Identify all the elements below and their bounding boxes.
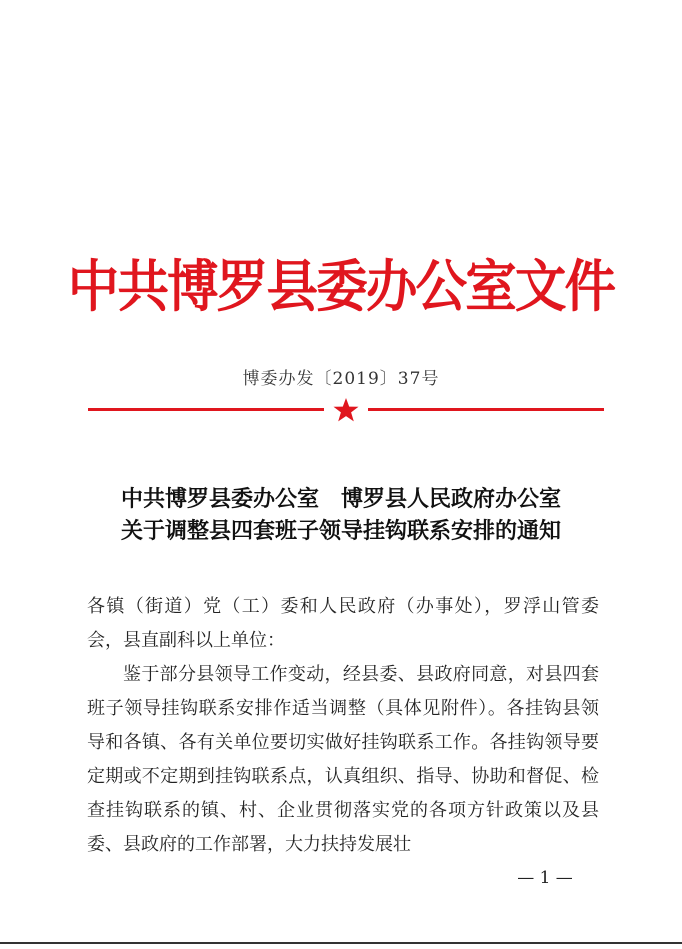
star-icon [330,397,362,423]
separator-line-right [368,408,604,411]
body-paragraph: 鉴于部分县领导工作变动，经县委、县政府同意，对县四套班子领导挂钩联系安排作适当调整（具体见附件）。各挂钩县领导和各镇、各有关单位要切实做好挂钩联系工作。各挂钩领导要定期或不定期到挂钩联系点，认真组织、指导、协助和督促、检查挂钩联系的镇、村、企业贯彻落实党的各项方针政策以及县委、县政府的工作部署，大力扶持发展壮 [87,664,599,855]
notice-title-line-1: 中共博罗县委办公室 博罗县人民政府办公室 [120,486,561,512]
separator-line-left [88,408,324,411]
page-bottom-edge [0,942,682,944]
recipients-paragraph: 各镇（街道）党（工）委和人民政府（办事处），罗浮山管委会，县直副科以上单位： [87,596,599,651]
notice-body [87,590,599,862]
notice-title-line-2: 关于调整县四套班子领导挂钩联系安排的通知 [120,518,561,544]
red-separator [88,397,604,423]
document-number: 博委办发〔2019〕37号 [242,369,440,389]
page-number: — 1 — [517,868,573,888]
notice-title [0,483,682,547]
red-header-title: 中共博罗县委办公室文件 [67,255,615,320]
